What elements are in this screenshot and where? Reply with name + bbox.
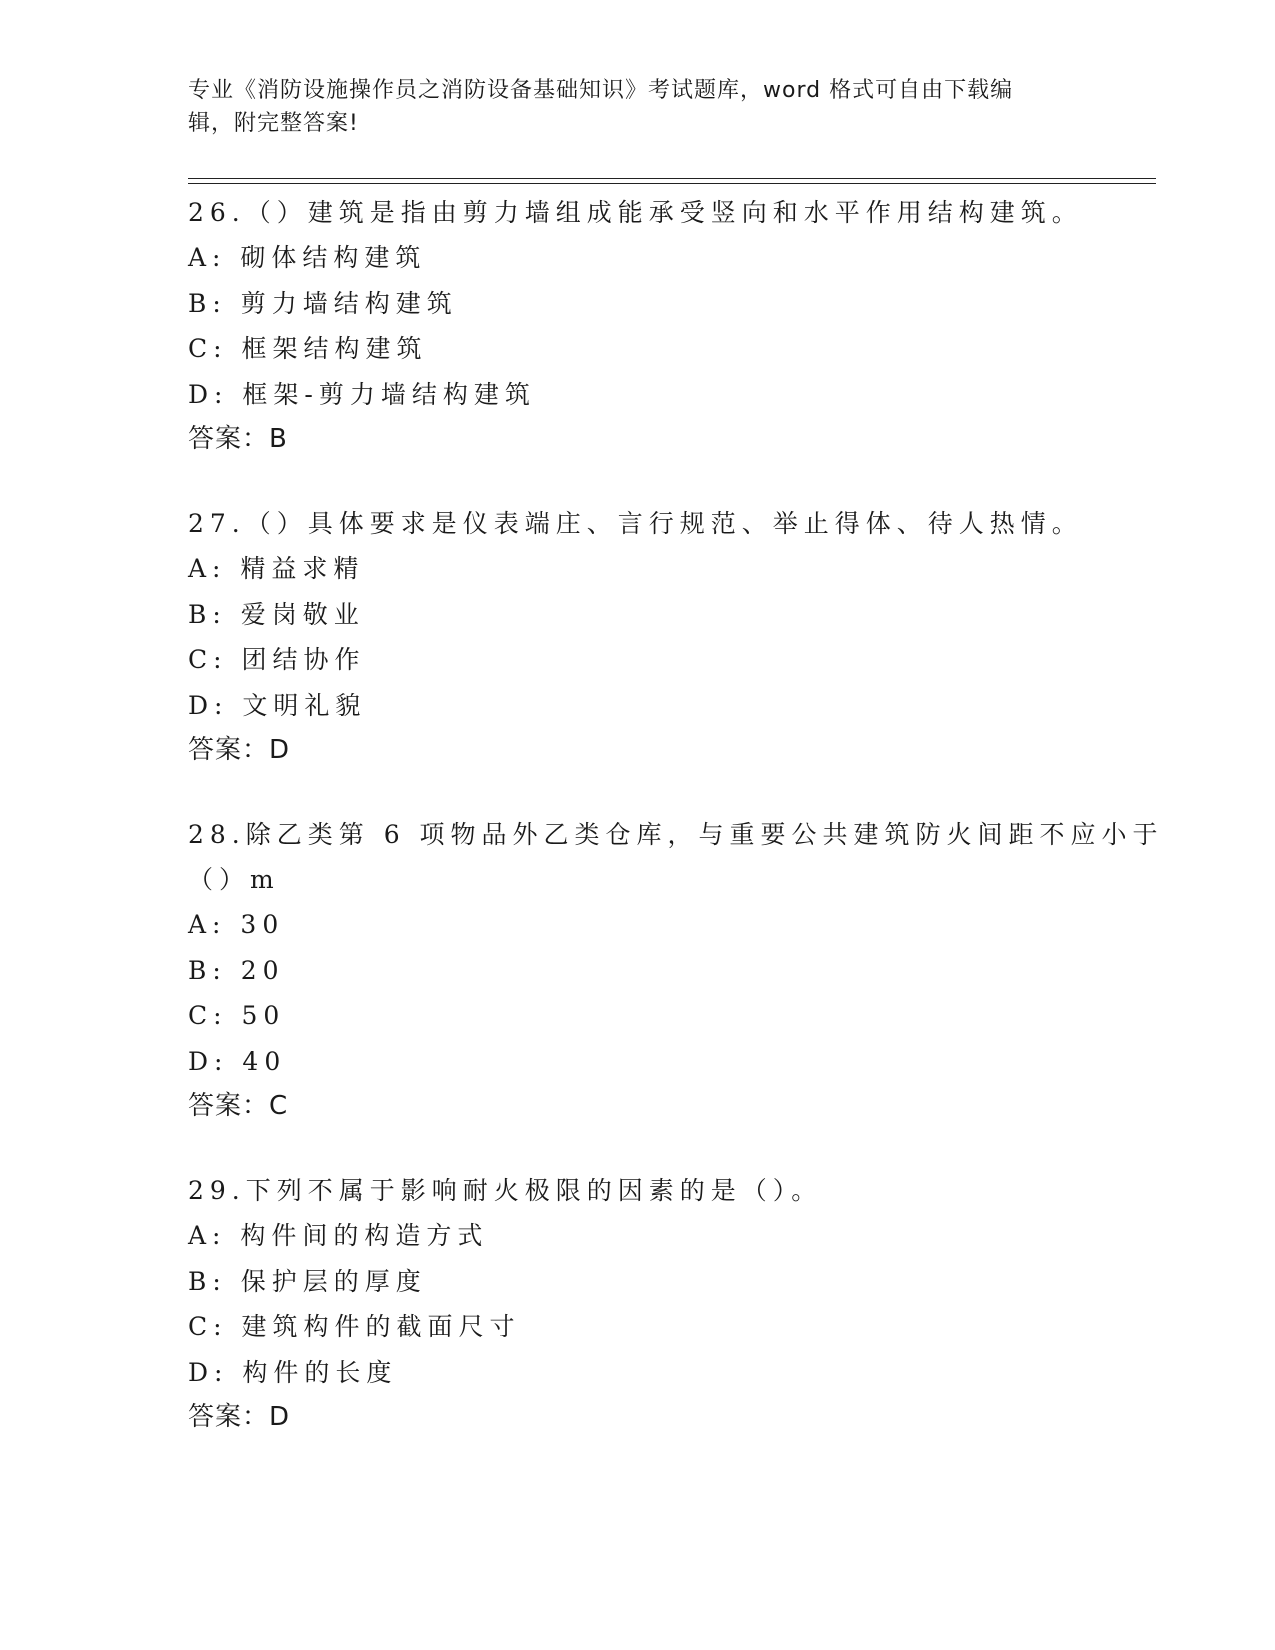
question-list — [188, 190, 1164, 1479]
question-26 — [188, 190, 1108, 462]
question-stem-continuation: （）m — [188, 865, 280, 894]
option-a: A: 30 — [188, 910, 285, 939]
question-27 — [188, 501, 1108, 773]
question-stem: 27.（）具体要求是仪表端庄、言行规范、举止得体、待人热情。 — [188, 509, 1083, 538]
option-a: A: 构件间的构造方式 — [188, 1221, 489, 1250]
option-b: B: 20 — [188, 955, 285, 985]
answer-label: 答案：D — [188, 1402, 291, 1432]
question-29 — [188, 1168, 1108, 1440]
option-d: D: 文明礼貌 — [188, 690, 367, 720]
answer-label: 答案：B — [188, 424, 288, 454]
option-c: C: 框架结构建筑 — [188, 334, 428, 363]
option-d: D: 构件的长度 — [188, 1357, 398, 1387]
option-a: A: 精益求精 — [188, 554, 365, 583]
option-c: C: 50 — [188, 1001, 286, 1030]
option-c: C: 建筑构件的截面尺寸 — [188, 1312, 521, 1341]
answer-label: 答案：C — [188, 1091, 289, 1121]
option-c: C: 团结协作 — [188, 645, 366, 674]
question-stem: 28.除乙类第 6 项物品外乙类仓库，与重要公共建筑防火间距不应小于 — [188, 820, 1164, 849]
option-b: B: 保护层的厚度 — [188, 1266, 427, 1296]
header-line-2: 辑，附完整答案! — [188, 111, 359, 136]
document-header — [188, 74, 1068, 140]
question-stem: 29.下列不属于影响耐火极限的因素的是（）。 — [188, 1176, 823, 1205]
question-28 — [188, 812, 1164, 1129]
option-b: B: 剪力墙结构建筑 — [188, 288, 458, 318]
option-a: A: 砌体结构建筑 — [188, 243, 427, 272]
answer-label: 答案：D — [188, 735, 291, 765]
header-line-1: 专业《消防设施操作员之消防设备基础知识》考试题库，word 格式可自由下载编 — [188, 78, 1014, 103]
option-d: D: 40 — [188, 1046, 287, 1076]
option-d: D: 框架-剪力墙结构建筑 — [188, 379, 536, 409]
header-divider-bottom — [188, 183, 1156, 184]
option-b: B: 爱岗敬业 — [188, 599, 365, 629]
header-divider-top — [188, 178, 1156, 179]
question-stem: 26.（）建筑是指由剪力墙组成能承受竖向和水平作用结构建筑。 — [188, 198, 1083, 227]
